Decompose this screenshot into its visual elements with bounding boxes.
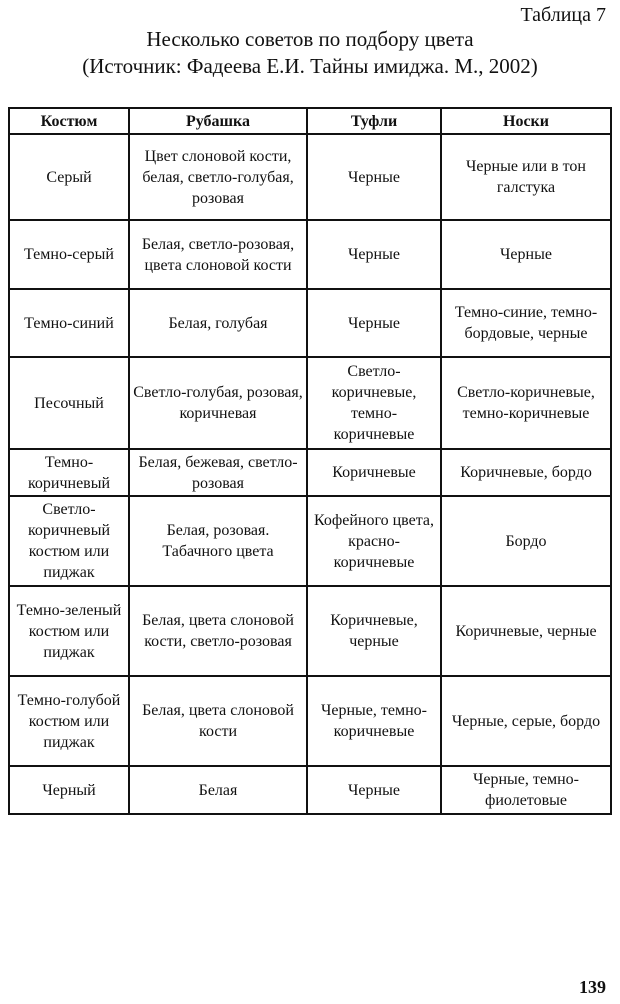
cell-shirt: Белая, розовая. Табачного цвета <box>129 496 307 586</box>
cell-suit: Темно-синий <box>9 289 129 357</box>
title-line-2: (Источник: Фадеева Е.И. Тайны имиджа. М., 2002) <box>82 54 538 78</box>
table-row <box>9 357 611 449</box>
table-row <box>9 766 611 814</box>
cell-suit: Темно-зеленый костюм или пиджак <box>9 586 129 676</box>
cell-shoes: Светло-коричневые, темно-коричневые <box>307 357 441 449</box>
header-socks: Носки <box>441 108 611 134</box>
table-row <box>9 289 611 357</box>
page-number: 139 <box>579 977 606 997</box>
cell-suit: Темно-голубой костюм или пиджак <box>9 676 129 766</box>
table-row <box>9 676 611 766</box>
cell-socks: Бордо <box>441 496 611 586</box>
cell-socks: Светло-коричневые, темно-коричневые <box>441 357 611 449</box>
table-row <box>9 449 611 496</box>
cell-shoes: Черные <box>307 134 441 220</box>
cell-socks: Черные <box>441 220 611 289</box>
cell-shirt: Белая <box>129 766 307 814</box>
header-shirt: Рубашка <box>129 108 307 134</box>
table-title <box>0 26 620 80</box>
cell-suit: Темно-коричневый <box>9 449 129 496</box>
color-advice-table <box>8 107 612 815</box>
cell-shirt: Цвет слоновой кости, белая, светло-голубая, розовая <box>129 134 307 220</box>
cell-shoes: Кофейного цвета, красно-коричневые <box>307 496 441 586</box>
cell-shirt: Белая, цвета слоновой кости <box>129 676 307 766</box>
cell-shoes: Коричневые, черные <box>307 586 441 676</box>
table-row <box>9 496 611 586</box>
cell-socks: Черные, серые, бордо <box>441 676 611 766</box>
cell-socks: Коричневые, бордо <box>441 449 611 496</box>
cell-suit: Песочный <box>9 357 129 449</box>
cell-socks: Черные или в тон галстука <box>441 134 611 220</box>
cell-shirt: Белая, цвета слоновой кости, светло-розовая <box>129 586 307 676</box>
cell-shirt: Светло-голубая, розовая, коричневая <box>129 357 307 449</box>
cell-shirt: Белая, светло-розовая, цвета слоновой кости <box>129 220 307 289</box>
cell-shirt: Белая, голубая <box>129 289 307 357</box>
table-row <box>9 586 611 676</box>
header-row <box>9 108 611 134</box>
cell-suit: Серый <box>9 134 129 220</box>
cell-shoes: Черные, темно-коричневые <box>307 676 441 766</box>
title-line-1: Несколько советов по подбору цвета <box>146 27 474 51</box>
cell-suit: Черный <box>9 766 129 814</box>
cell-suit: Светло-коричневый костюм или пиджак <box>9 496 129 586</box>
cell-socks: Черные, темно-фиолетовые <box>441 766 611 814</box>
cell-suit: Темно-серый <box>9 220 129 289</box>
cell-shoes: Черные <box>307 289 441 357</box>
table-number-label: Таблица 7 <box>520 4 606 26</box>
table-row <box>9 220 611 289</box>
table-row <box>9 134 611 220</box>
cell-shoes: Коричневые <box>307 449 441 496</box>
header-suit: Костюм <box>9 108 129 134</box>
cell-socks: Темно-синие, темно-бордовые, черные <box>441 289 611 357</box>
cell-shoes: Черные <box>307 220 441 289</box>
cell-shirt: Белая, бежевая, светло-розовая <box>129 449 307 496</box>
header-shoes: Туфли <box>307 108 441 134</box>
cell-shoes: Черные <box>307 766 441 814</box>
cell-socks: Коричневые, черные <box>441 586 611 676</box>
